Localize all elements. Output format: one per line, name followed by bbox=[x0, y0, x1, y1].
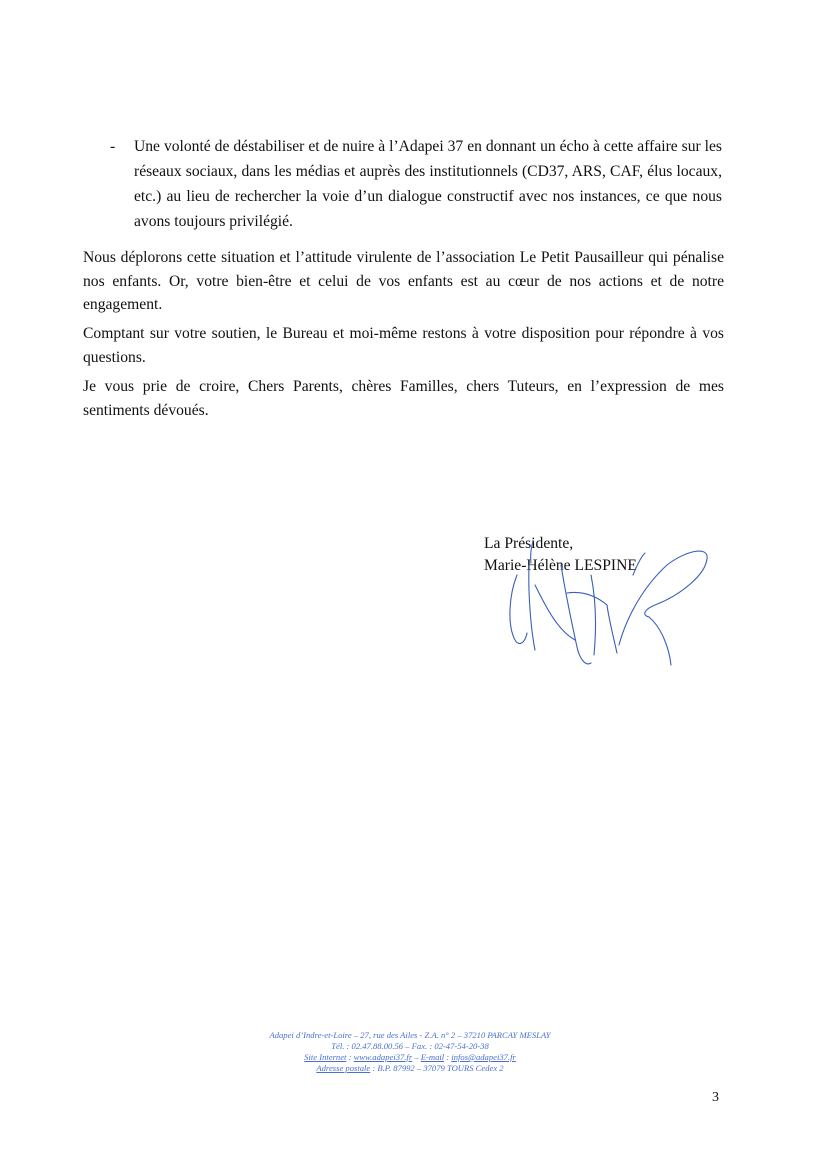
handwritten-signature bbox=[495, 535, 725, 675]
paragraph-closing: Je vous prie de croire, Chers Parents, chères Familles, chers Tuteurs, en l’expression de mes sentiments dévoués. bbox=[83, 378, 724, 419]
footer-address: Adapei d’Indre-et-Loire – 27, rue des Ailes - Z.A. n° 2 – 37210 PARCAY MESLAY bbox=[269, 1030, 551, 1040]
bullet-text: Une volonté de déstabiliser et de nuire à l’Adapei 37 en donnant un écho à cette affaire sur les réseaux sociaux, dans les médias et auprès des institutionnels (CD37, ARS, CAF, élus locaux, etc.) au lieu de rechercher la voie d’un dialogue constructif avec nos instances, ce que nous avons toujours privilégié. bbox=[134, 138, 722, 230]
footer-email-sep: – bbox=[412, 1052, 421, 1062]
footer-site-sep: : bbox=[346, 1052, 354, 1062]
footer-email-link[interactable]: infos@adapei37.fr bbox=[451, 1052, 516, 1062]
bullet-item bbox=[110, 134, 722, 234]
signatory-title: La Présidente, bbox=[484, 535, 574, 552]
bullet-dash: - bbox=[110, 138, 116, 155]
paragraph-support: Comptant sur votre soutien, le Bureau et moi-même restons à votre disposition pour répondre à vos questions. bbox=[83, 325, 724, 366]
signatory-name: Marie-Hélène LESPINE bbox=[484, 557, 637, 574]
footer-email-sep2: : bbox=[444, 1052, 452, 1062]
footer-phone-fax: Tél. : 02.47.88.00.56 – Fax. : 02-47-54-20-38 bbox=[331, 1041, 489, 1051]
paragraph-regret: Nous déplorons cette situation et l’attitude virulente de l’association Le Petit Pausailleur qui pénalise nos enfants. Or, votre bien-être et celui de vos enfants est au cœur de nos actions et de notre engagement. bbox=[83, 249, 724, 313]
footer-web-email bbox=[180, 1052, 640, 1063]
footer-site-label: Site Internet bbox=[304, 1052, 347, 1062]
footer-postal bbox=[180, 1063, 640, 1074]
page-number: 3 bbox=[712, 1090, 719, 1105]
footer-email-label: E-mail bbox=[420, 1052, 445, 1062]
letter-footer bbox=[180, 1030, 640, 1074]
footer-postal-label: Adresse postale bbox=[316, 1063, 371, 1073]
footer-postal-value: : B.P. 87992 – 37079 TOURS Cedex 2 bbox=[370, 1063, 504, 1073]
footer-site-link[interactable]: www.adapei37.fr bbox=[353, 1052, 413, 1062]
